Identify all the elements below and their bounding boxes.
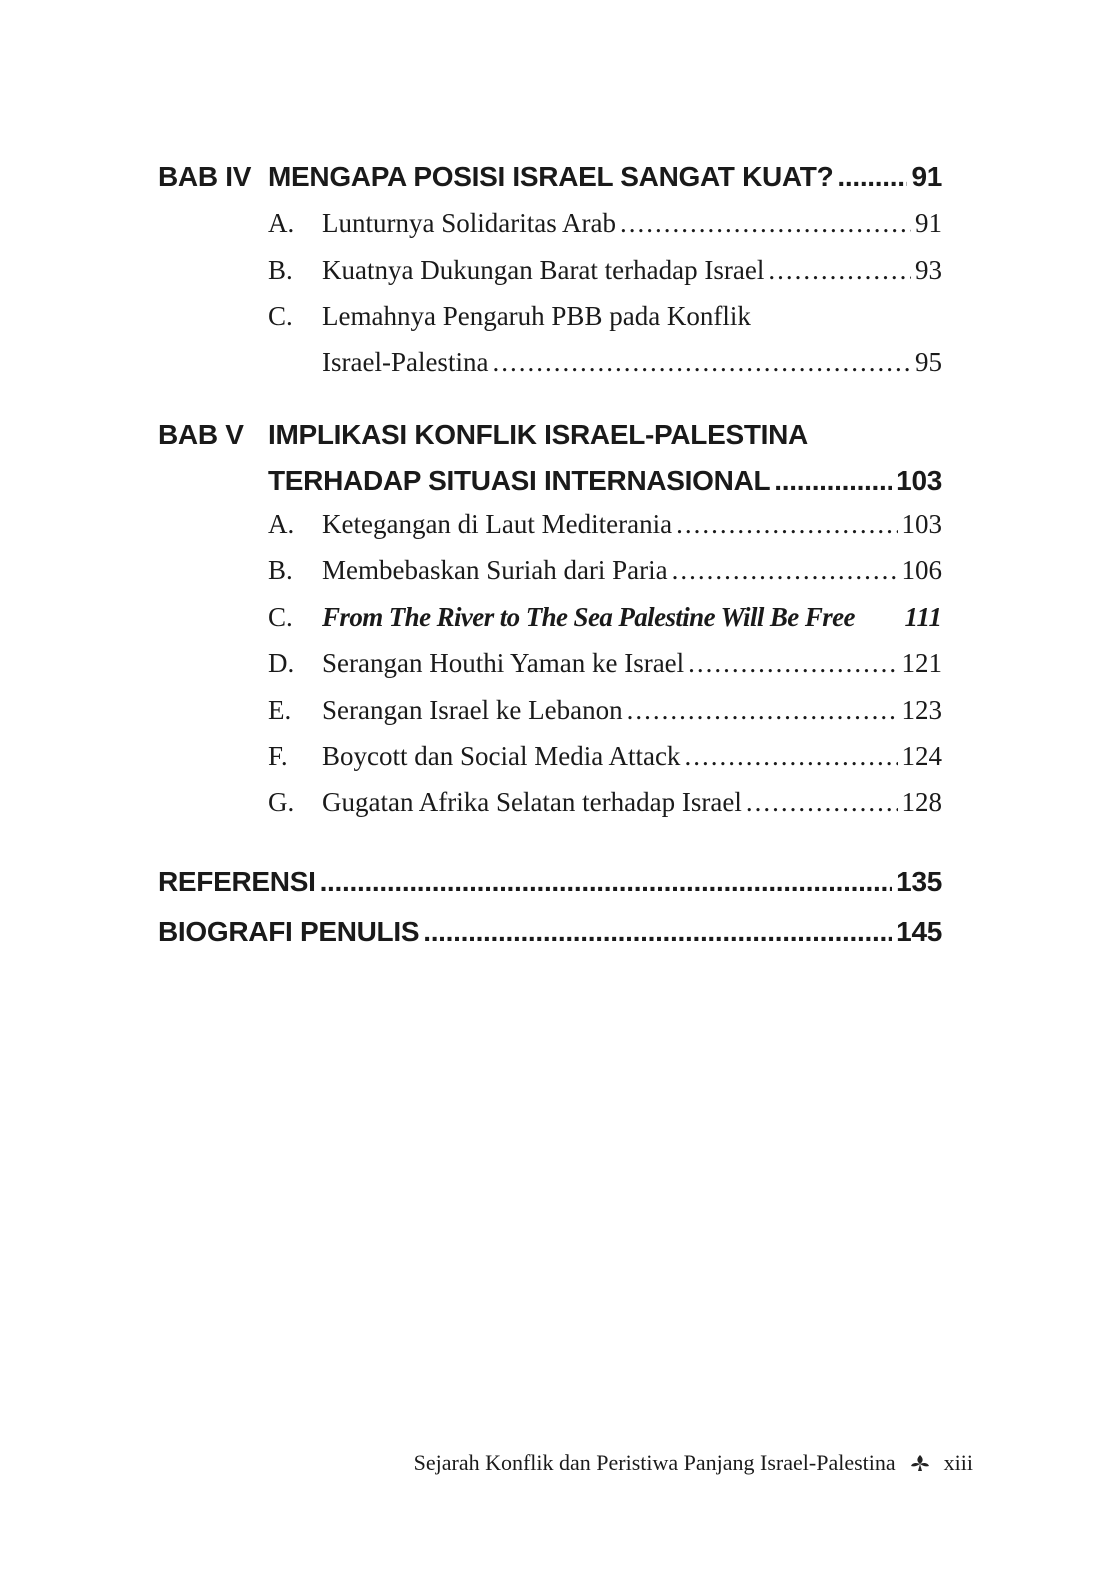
page-number: 111 [904,602,942,632]
toc-entry[interactable] [268,412,942,504]
leader-dots [837,154,907,200]
section-iv-c[interactable] [268,293,942,385]
section-title: Ketegangan di Laut Mediterania [322,509,673,539]
section-letter: G. [268,787,295,817]
footer-page-number: xiii [943,1450,973,1475]
page-number: 124 [901,741,942,771]
page-number: 95 [915,347,942,377]
section-title: Lunturnya Solidaritas Arab [322,208,616,238]
section-letter: E. [268,695,292,725]
section-title-line-2: Israel-Palestina [322,347,489,377]
leader-dots [676,501,897,547]
section-title: Gugatan Afrika Selatan terhadap Israel [322,787,742,817]
chapter-bab-v [158,412,942,504]
chapter-bab-iv [158,154,942,200]
backmatter-title: REFERENSI [158,866,316,897]
section-title: Serangan Houthi Yaman ke Israel [322,648,685,678]
section-title-line-1: Lemahnya Pengaruh PBB pada Konflik [322,301,751,331]
section-title: Serangan Israel ke Lebanon [322,695,623,725]
leader-dots [423,908,892,956]
page-number: 106 [901,555,942,585]
leader-dots [492,339,911,385]
chapter-title: MENGAPA POSISI ISRAEL SANGAT KUAT? [268,161,834,192]
page-number: 145 [896,916,942,947]
page-number: 128 [901,787,942,817]
leader-dots [320,858,893,906]
leader-dots [768,247,911,293]
chapter-title-line-2: TERHADAP SITUASI INTERNASIONAL [268,465,771,496]
section-title: Membebaskan Suriah dari Paria [322,555,668,585]
section-letter: B. [268,255,293,285]
chapter-label: BAB IV [158,161,252,192]
section-letter: D. [268,648,295,678]
section-title: Kuatnya Dukungan Barat terhadap Israel [322,255,765,285]
section-letter: F. [268,741,288,771]
page-number: 91 [911,161,942,192]
fleuron-ornament-icon [910,1454,930,1472]
section-title: Boycott dan Social Media Attack [322,741,681,771]
page-number: 103 [896,465,942,496]
section-letter: A. [268,208,295,238]
leader-dots [672,547,898,593]
leader-dots [746,779,898,825]
section-letter: C. [268,301,293,331]
toc-entry[interactable] [268,154,942,200]
page-number: 135 [896,866,942,897]
leader-dots [684,733,897,779]
page-number: 103 [901,509,942,539]
page-footer [414,1450,973,1476]
page-number: 123 [901,695,942,725]
leader-dots [627,687,898,733]
page-number: 93 [915,255,942,285]
leader-dots [688,640,897,686]
toc-biografi-penulis[interactable] [158,908,942,956]
chapter-label: BAB V [158,419,244,450]
leader-dots [620,200,911,246]
section-letter: A. [268,509,295,539]
section-title: From The River to The Sea Palestine Will Be Free [322,602,855,632]
backmatter-title: BIOGRAFI PENULIS [158,916,420,947]
leader-dots [774,458,892,504]
page-number: 121 [901,648,942,678]
chapter-title-line-1: IMPLIKASI KONFLIK ISRAEL-PALESTINA [268,419,808,450]
footer-book-title: Sejarah Konflik dan Peristiwa Panjang Israel-Palestina [413,1450,896,1475]
section-letter: B. [268,555,293,585]
page-number: 91 [915,208,942,238]
toc-referensi[interactable] [158,858,942,906]
section-letter: C. [268,602,293,632]
